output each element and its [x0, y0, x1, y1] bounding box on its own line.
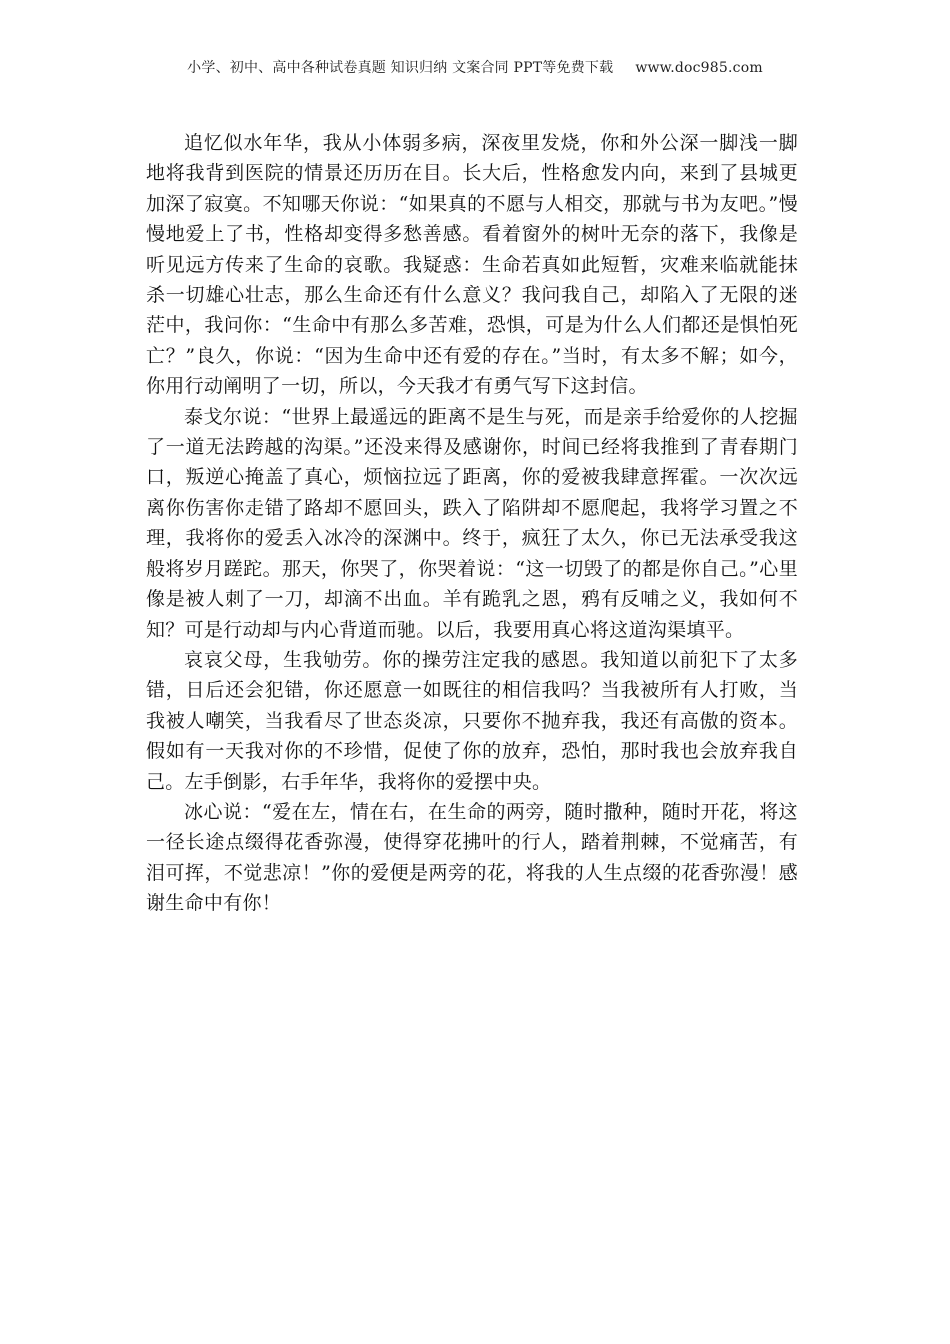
article-body [146, 128, 798, 919]
paragraph-1: 追忆似水年华，我从小体弱多病，深夜里发烧，你和外公深一脚浅一脚地将我背到医院的情景还历历在目。长大后，性格愈发内向，来到了县城更加深了寂寞。不知哪天你说：“如果真的不愿与人相交，那就与书为友吧。”慢慢地爱上了书，性格却变得多愁善感。看着窗外的树叶无奈的落下，我像是听见远方传来了生命的哀歌。我疑惑：生命若真如此短暂，灾难来临就能抹杀一切雄心壮志，那么生命还有什么意义？我问我自己，却陷入了无限的迷茫中，我问你：“生命中有那么多苦难，恐惧，可是为什么人们都还是惧怕死亡？”良久，你说：“因为生命中还有爱的存在。”当时，有太多不解；如今，你用行动阐明了一切，所以，今天我才有勇气写下这封信。 [146, 132, 798, 398]
header-tagline: 小学、初中、高中各种试卷真题 知识归纳 文案合同 PPT等免费下载 [187, 60, 614, 76]
page-header [0, 57, 950, 77]
paragraph-2: 泰戈尔说：“世界上最遥远的距离不是生与死，而是亲手给爱你的人挖掘了一道无法跨越的沟渠。”还没来得及感谢你，时间已经将我推到了青春期门口，叛逆心掩盖了真心，烦恼拉远了距离，你的爱被我肆意挥霍。一次次远离你伤害你走错了路却不愿回头，跌入了陷阱却不愿爬起，我将学习置之不理，我将你的爱丢入冰冷的深渊中。终于，疯狂了太久，你已无法承受我这般将岁月蹉跎。那天，你哭了，你哭着说：“这一切毁了的都是你自己。”心里像是被人刺了一刀，却滴不出血。羊有跪乳之恩，鸦有反哺之义，我如何不知？可是行动却与内心背道而驰。以后，我要用真心将这道沟渠填平。 [146, 405, 798, 641]
paragraph-3: 哀哀父母，生我劬劳。你的操劳注定我的感恩。我知道以前犯下了太多错，日后还会犯错，你还愿意一如既往的相信我吗？当我被所有人打败，当我被人嘲笑，当我看尽了世态炎凉，只要你不抛弃我，我还有高傲的资本。假如有一天我对你的不珍惜，促使了你的放弃，恐怕，那时我也会放弃我自己。左手倒影，右手年华，我将你的爱摆中央。 [146, 648, 798, 793]
paragraph-4: 冰心说：“爱在左，情在右，在生命的两旁，随时撒种，随时开花，将这一径长途点缀得花香弥漫，使得穿花拂叶的行人，踏着荆棘，不觉痛苦，有泪可挥，不觉悲凉！”你的爱便是两旁的花，将我的人生点缀的花香弥漫！感谢生命中有你！ [146, 800, 798, 915]
header-site-url: www.doc985.com [635, 60, 763, 76]
